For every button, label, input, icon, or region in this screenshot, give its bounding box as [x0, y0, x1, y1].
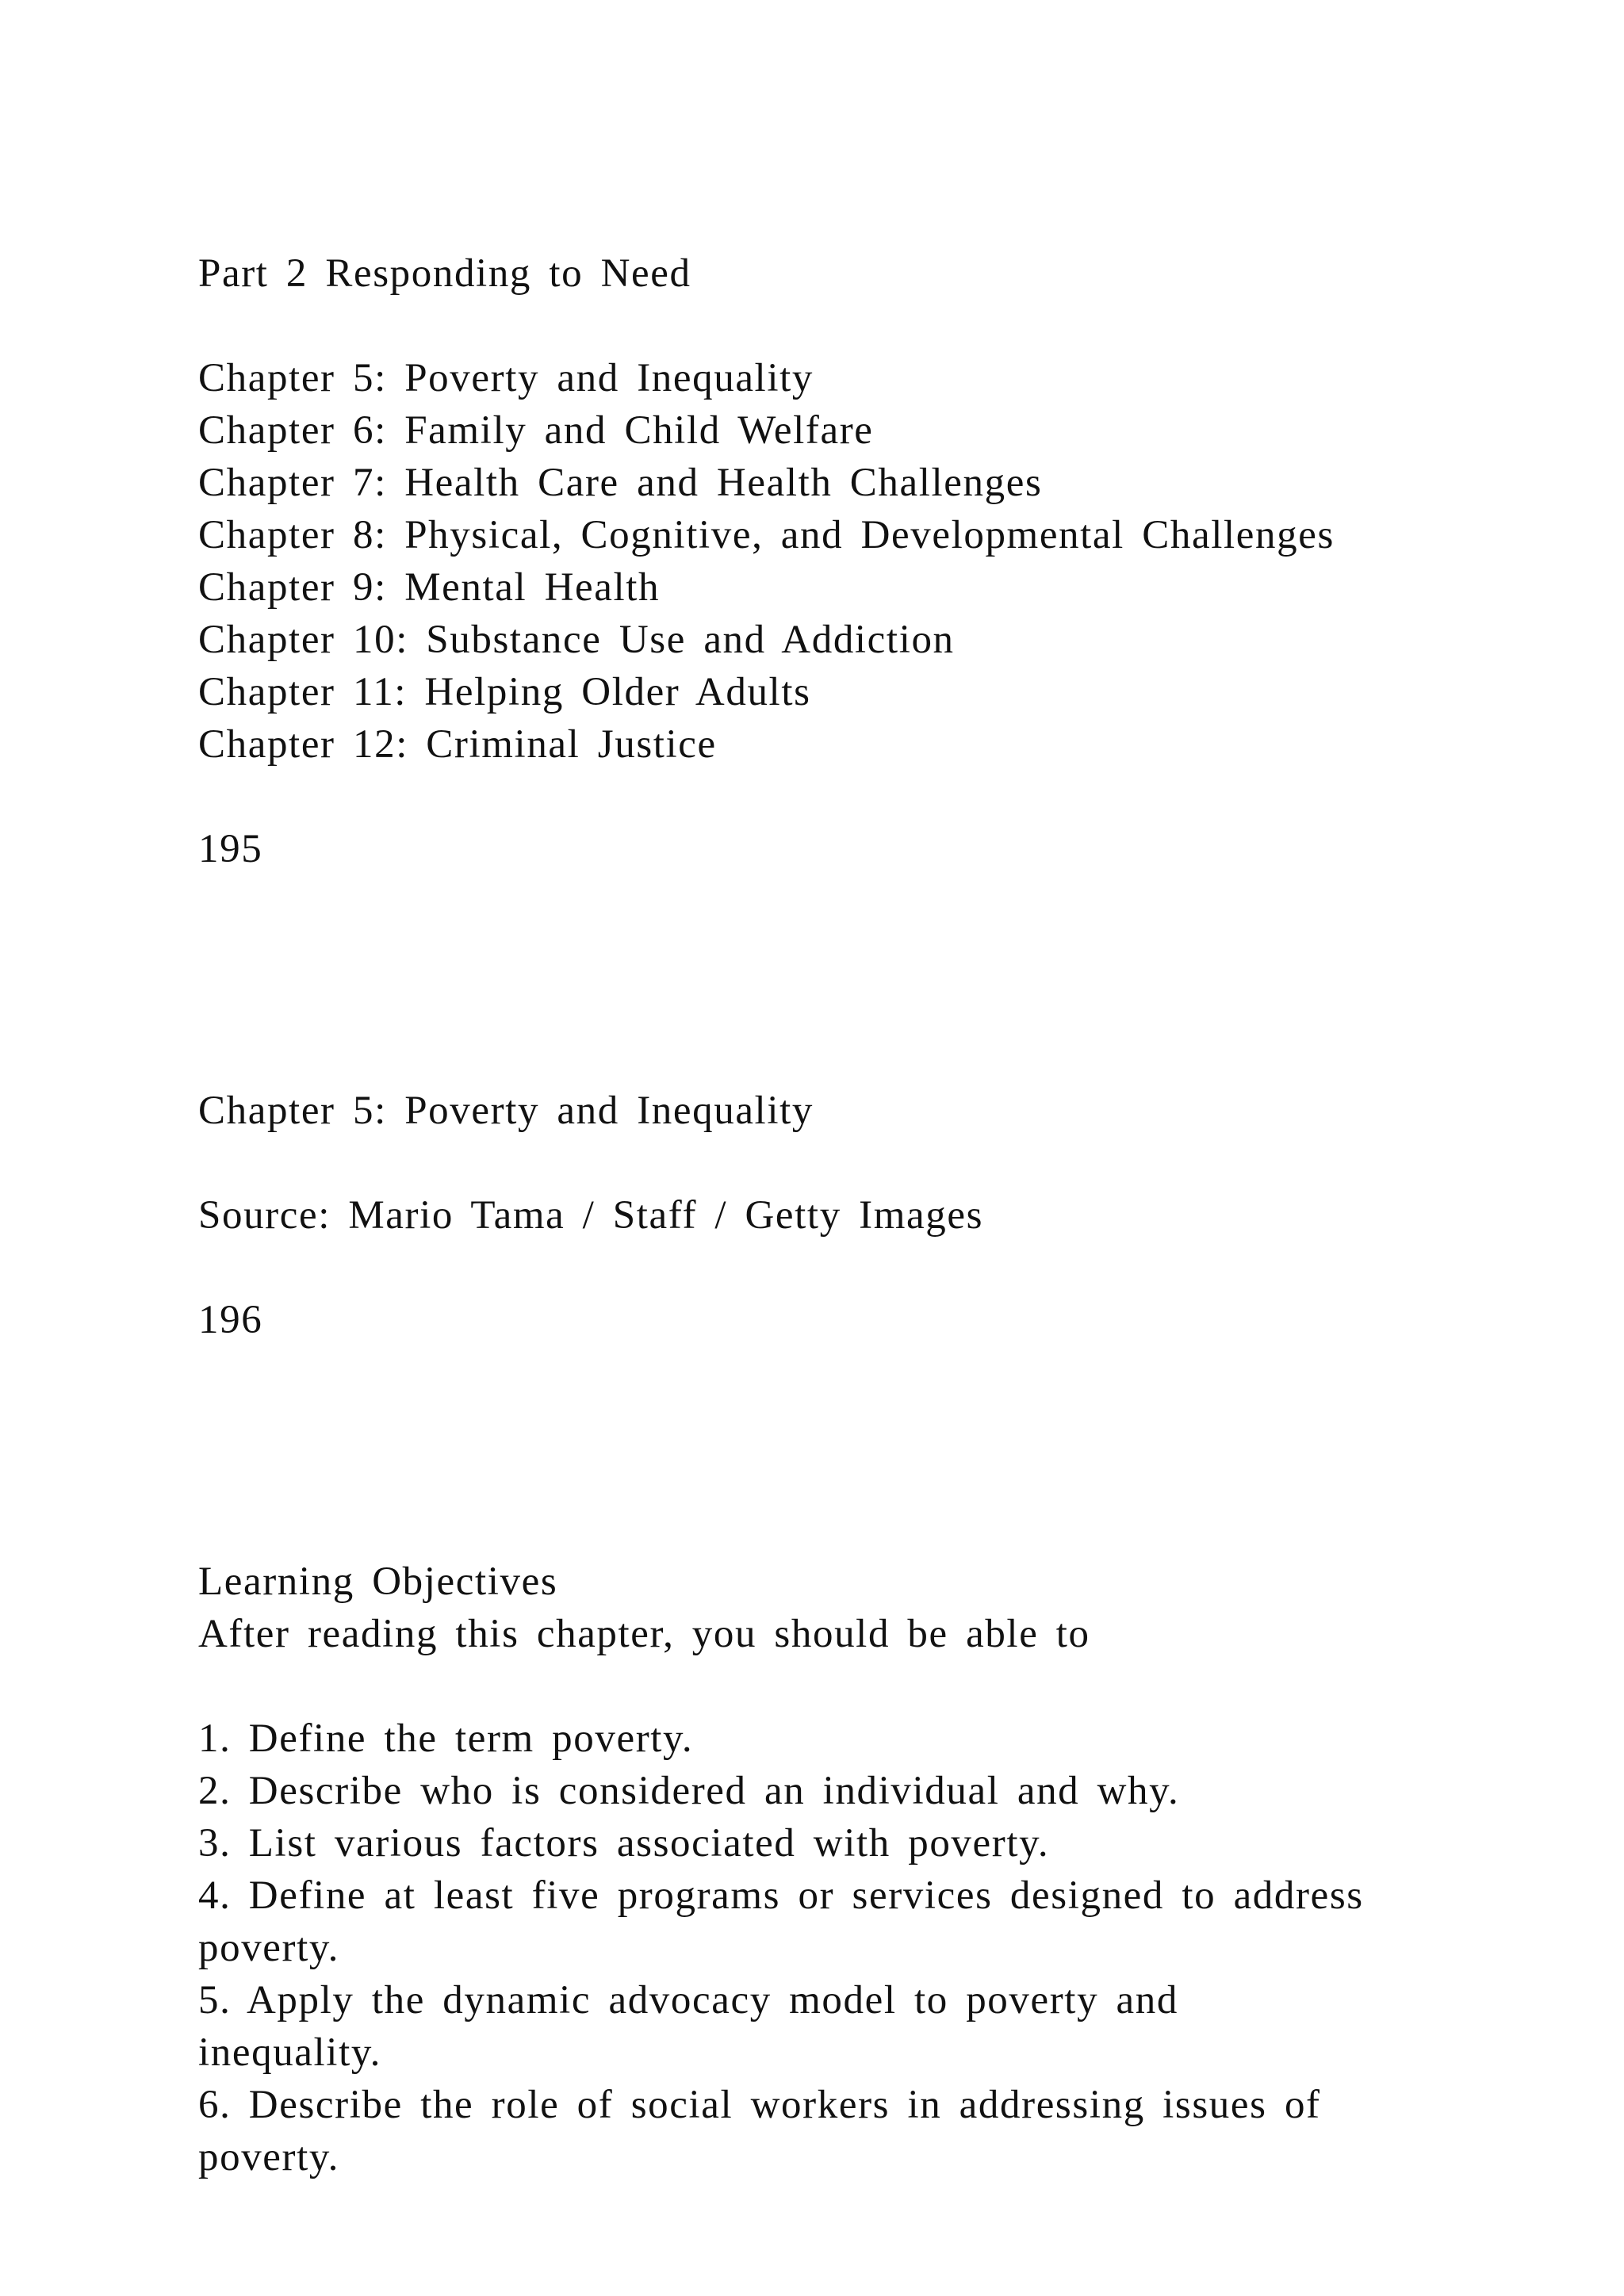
spacer: [198, 1660, 1435, 1712]
list-item-text: 4. Define at least five programs or services designed to address: [198, 1873, 1364, 1918]
table-of-contents: [198, 352, 1435, 771]
toc-item: Chapter 11: Helping Older Adults: [198, 670, 811, 714]
toc-item: Chapter 5: Poverty and Inequality: [198, 356, 814, 400]
part-heading: Part 2 Responding to Need: [198, 251, 691, 296]
toc-item: Chapter 6: Family and Child Welfare: [198, 408, 874, 453]
list-item-text-continued: inequality.: [198, 2030, 381, 2075]
toc-item: Chapter 7: Health Care and Health Challenges: [198, 461, 1043, 505]
objectives-intro: After reading this chapter, you should be able to: [198, 1612, 1090, 1656]
page-number: 195: [198, 827, 263, 871]
chapter-title: Chapter 5: Poverty and Inequality: [198, 1089, 814, 1133]
page-number: 196: [198, 1298, 263, 1342]
spacer: [198, 1346, 1435, 1556]
objectives-list: [198, 1712, 1435, 2183]
list-item-text: 1. Define the term poverty.: [198, 1716, 694, 1761]
spacer: [198, 771, 1435, 823]
list-item: [198, 1765, 1435, 1817]
list-item: [198, 1712, 1435, 1765]
list-item-text-continued: poverty.: [198, 2135, 340, 2179]
spacer: [198, 300, 1435, 352]
spacer: [198, 1242, 1435, 1294]
list-item: [198, 1869, 1435, 1974]
document-page: [198, 247, 1435, 2183]
spacer: [198, 1137, 1435, 1189]
list-item: [198, 2079, 1435, 2183]
list-item-text: 6. Describe the role of social workers in addressing issues of: [198, 2083, 1321, 2127]
image-source-credit: Source: Mario Tama / Staff / Getty Images: [198, 1193, 984, 1238]
spacer: [198, 875, 1435, 1085]
toc-item: Chapter 10: Substance Use and Addiction: [198, 618, 955, 662]
toc-item: Chapter 8: Physical, Cognitive, and Developmental Challenges: [198, 513, 1335, 557]
list-item-text: 2. Describe who is considered an individual and why.: [198, 1769, 1180, 1813]
toc-item: Chapter 12: Criminal Justice: [198, 722, 717, 767]
list-item: [198, 1817, 1435, 1869]
list-item-text: 3. List various factors associated with poverty.: [198, 1821, 1050, 1866]
list-item-text: 5. Apply the dynamic advocacy model to poverty and: [198, 1978, 1178, 2022]
list-item-text-continued: poverty.: [198, 1926, 340, 1970]
toc-item: Chapter 9: Mental Health: [198, 565, 661, 610]
list-item: [198, 1974, 1435, 2079]
objectives-heading: Learning Objectives: [198, 1559, 558, 1604]
